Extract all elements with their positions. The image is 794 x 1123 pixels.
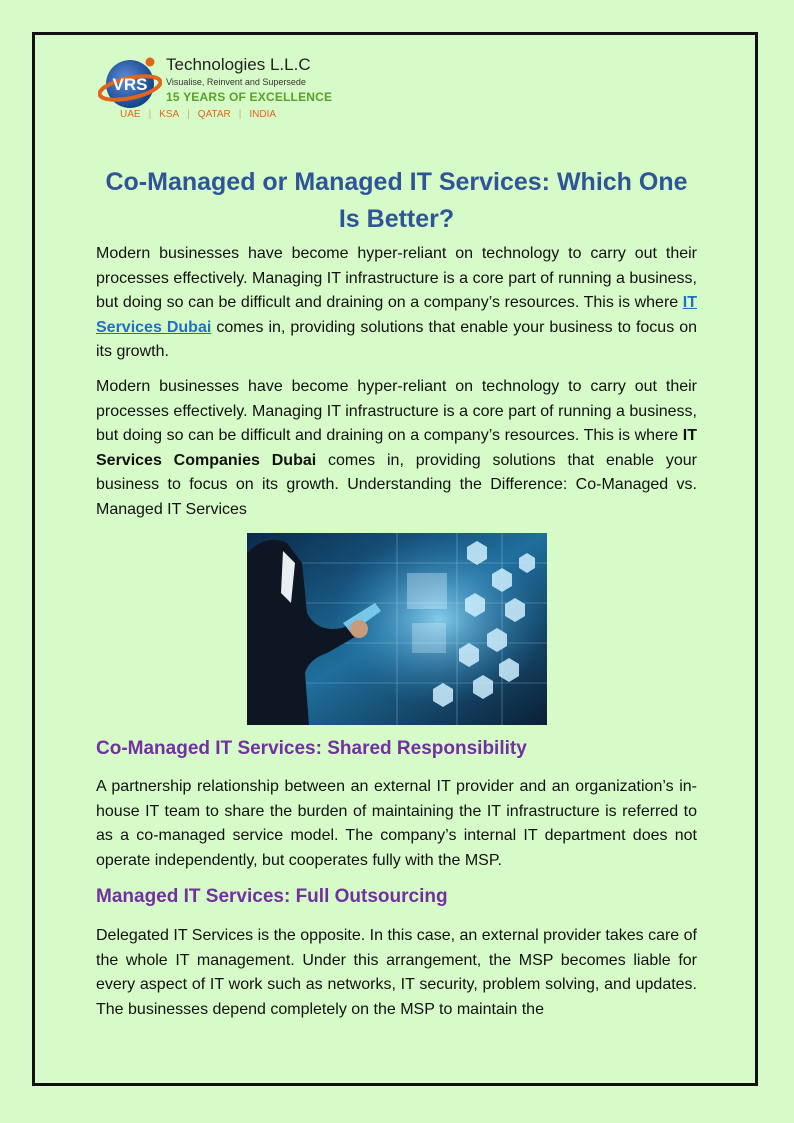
it-services-dubai-link[interactable]: IT Services Dubai — [96, 294, 697, 336]
intro-paragraph — [96, 242, 697, 365]
region-ksa: KSA — [159, 109, 180, 120]
region-qatar: QATAR — [197, 109, 231, 120]
managed-paragraph: Delegated IT Services is the opposite. In this case, an external provider takes care of the whole IT management. Under this arrangement, the MSP becomes liable for every aspect of IT work such as networks, IT security, problem solving, and updates. The businesses depend completely on the MSP to maintain the — [96, 927, 697, 1018]
logo-regions: UAE | KSA | QATAR | INDIA — [120, 109, 277, 120]
business-technology-image — [247, 533, 547, 725]
region-uae: UAE — [120, 109, 141, 120]
logo-years-badge: 15 YEARS OF EXCELLENCE — [166, 90, 333, 104]
section-heading-co-managed: Co-Managed IT Services: Shared Responsibility — [96, 738, 527, 759]
logo-mark-text: VRS — [112, 75, 148, 94]
section-heading-managed: Managed IT Services: Full Outsourcing — [96, 886, 448, 907]
it-services-companies-bold: IT Services Companies Dubai — [96, 427, 697, 469]
page-title: Co-Managed or Managed IT Services: Which One Is Better? — [105, 168, 688, 233]
intro-text-start: Modern businesses have become hyper-reliant on technology to carry out their processes effectively. Managing IT infrastructure is a core part of running a business, but doing so can be difficult and draining on a company’s resources. This is where — [96, 245, 697, 312]
second-text-end: comes in, providing solutions that enable your business to focus on its growth. Understanding the Difference: Co-Managed vs. Managed IT Services — [96, 451, 698, 518]
logo-company-name: Technologies L.L.C — [166, 55, 311, 74]
region-india: INDIA — [249, 109, 277, 120]
globe-logo-icon — [98, 54, 162, 112]
intro-text-end: comes in, providing solutions that enable your business to focus on its growth. — [96, 318, 698, 361]
logo-tagline: Visualise, Reinvent and Supersede — [166, 77, 306, 87]
company-logo — [96, 52, 336, 124]
second-text-start: Modern businesses have become hyper-reliant on technology to carry out their processes effectively. Managing IT infrastructure is a core part of running a business, but doing so can be difficult and draining on a company’s resources. This is where — [96, 378, 697, 445]
second-paragraph — [96, 375, 697, 523]
co-managed-paragraph: A partnership relationship between an external IT provider and an organization’s in-house IT team to share the burden of maintaining the IT infrastructure is referred to as a co-managed service model. The company’s internal IT department does not operate independently, but cooperates fully with the MSP. — [96, 778, 697, 869]
